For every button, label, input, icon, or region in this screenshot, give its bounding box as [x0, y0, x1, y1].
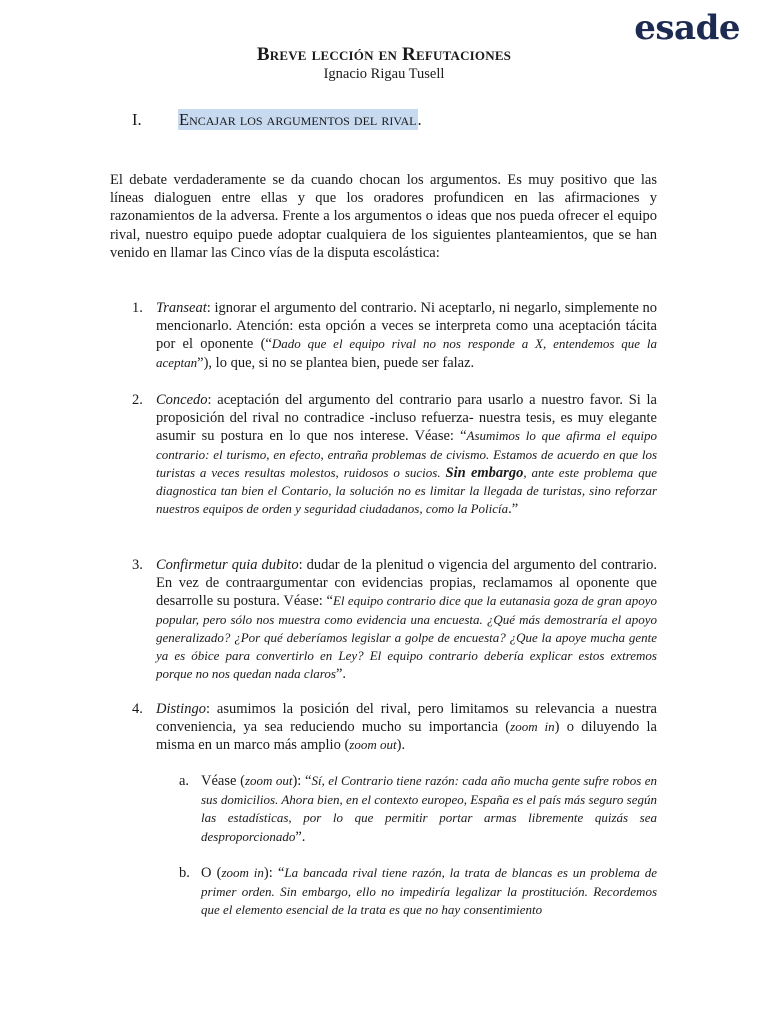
sub-list-item-letter: a. — [179, 773, 190, 789]
list-item-text-mid: ) o diluyendo la misma en un marco más amplio ( — [156, 719, 657, 754]
list-item-number: 3. — [132, 557, 143, 573]
list-item-term: Confirmetur quia dubito — [156, 557, 299, 573]
sub-item-lead: Véase ( — [201, 773, 245, 789]
section-title: Encajar los argumentos del rival — [179, 110, 417, 129]
list-item-text: : ignorar el argumento del contrario. Ni aceptarlo, ni negarlo, simplemente no mencionarlo. Atención: esta opción a veces se interpreta como una aceptación tácita por el oponente (“ — [156, 300, 657, 353]
section-title-period: . — [417, 110, 422, 129]
list-item-term: Concedo — [156, 392, 208, 408]
list-item-text: : dudar de la plenitud o vigencia del argumento del contrario. En vez de contraargumentar con evidencias propias, reclamamos al oponente que desarrolle su postura. Véase: “ — [156, 557, 657, 610]
document-title: Breve lección en Refutaciones — [256, 44, 512, 65]
sub-list-item — [179, 772, 657, 846]
list-item-quote-cont: , ante este problema que diagnostica tan bien el Contario, la solución no es limitar la llegada de turistas, sino reforzar nuestros equipos de orden y seguridad ciudadanos, como la Policía — [156, 464, 657, 517]
sub-item-lead: O ( — [201, 865, 222, 881]
zoom-in-term: zoom in — [510, 719, 555, 735]
sub-list-item-letter: b. — [179, 865, 190, 881]
sub-item-lead-end: ): “ — [263, 865, 285, 881]
list-item-term: Distingo — [156, 701, 206, 717]
list-item-text: : asumimos la posición del rival, pero limitamos su relevancia a nuestra conveniencia, ya sea reduciendo mucho su importancia ( — [156, 701, 657, 736]
list-item-after: .” — [508, 501, 519, 518]
list-item — [132, 391, 658, 518]
list-item-number: 4. — [132, 701, 143, 717]
esade-logo: esade — [634, 8, 740, 48]
list-item-number: 2. — [132, 392, 143, 408]
list-item — [132, 700, 657, 755]
sub-item-zoom: zoom in — [221, 865, 264, 880]
section-number: I. — [132, 110, 142, 129]
sub-item-lead-end: ): “ — [292, 773, 312, 789]
list-item-quote-bold: Sin embargo — [445, 464, 524, 481]
list-item-after: ”. — [335, 666, 347, 683]
sub-item-after: ”. — [295, 828, 306, 845]
list-item-text: : aceptación del argumento del contrario para usarlo a nuestro favor. Si la proposición del rival no contradice -incluso refuerza- nuestra tesis, es muy elegante asumir su postura en lo que nos interese. Véase: “ — [156, 392, 657, 445]
list-item-after: ”), lo que, si no se plantea bien, puede ser falaz. — [197, 354, 475, 371]
sub-list-item — [179, 864, 657, 920]
list-item-quote: Asumimos lo que afirma el equipo contrario: el turismo, en efecto, entraña problemas de civismo. Estamos de acuerdo en que los turistas a veces resultas molestos, ruidosos o sucios. — [156, 428, 658, 480]
section-heading — [132, 110, 422, 130]
sub-item-quote: La bancada rival tiene razón, la trata de blancas es un problema de primer orden. Sin embargo, ello no impediría legalizar la prostitución. Recordemos que el elemento esencial de la trata es que no hay consentimiento — [201, 865, 657, 918]
zoom-out-term: zoom out — [349, 737, 397, 753]
list-item — [132, 299, 657, 372]
list-item-number: 1. — [132, 300, 143, 316]
list-item — [132, 556, 657, 683]
list-item-after: ). — [396, 737, 406, 754]
intro-paragraph: El debate verdaderamente se da cuando chocan los argumentos. Es muy positivo que las líneas dialoguen entre ellas y que los oradores profundicen en las afirmaciones y razonamientos de la adversa. Frente a los argumentos o ideas que nos pueda ofrecer el equipo rival, nuestro equipo puede adoptar cualquiera de los siguientes planteamientos, que se han venido en llamar las Cinco vías de la disputa escolástica: — [110, 172, 657, 261]
sub-item-quote: Sí, el Contrario tiene razón: cada año mucha gente sufre robos en sus domicilios. Ahora bien, en el contexto europeo, España es el país más seguro según las estadísticas, por lo que permitir portar armas libremente quizás sea desproporcionado — [201, 773, 657, 844]
sub-item-zoom: zoom out — [245, 773, 293, 788]
list-item-quote: El equipo contrario dice que la eutanasia goza de gran apoyo popular, pero sólo nos muestra como evidencia una encuesta. ¿Qué más demostraría el apoyo generalizado? ¿Por qué deberíamos legislar a golpe de encuesta? ¿Que la apoye mucha gente ya es óbice para convertirlo en Ley? El equipo contrario debería explicar estos extremos porque no nos quedan nada claros — [156, 593, 657, 682]
list-item-term: Transeat — [156, 300, 207, 316]
list-item-quote: Dado que el equipo rival no nos responde a X, entendemos que la aceptan — [156, 336, 657, 370]
document-author: Ignacio Rigau Tusell — [323, 66, 445, 82]
